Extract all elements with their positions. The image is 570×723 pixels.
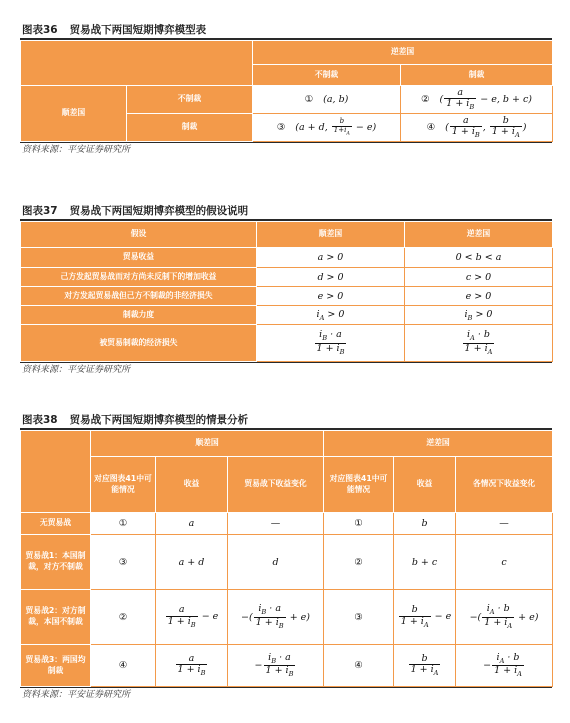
table38-source: 资料来源：平安证券研究所 [20,687,552,702]
table36-title-text: 贸易战下两国短期博弈模型表 [69,24,207,36]
table38-change-cell: −( $\frac{i_A \cdot b}{1 + i_A}$ + e) [456,590,553,645]
table36-cell-1: ① (a, b) [253,86,401,114]
table38-change-cell: − $\frac{i_B \cdot a}{1 + i_B}$ [228,645,324,687]
table38-gain-cell: a + d [156,535,228,590]
table38-change-cell: d [228,535,324,590]
table36-row-sanction: 制裁 [127,114,253,142]
table38-gain-cell: $\frac{a}{1 + i_B}$ [156,645,228,687]
table38-case-cell: ② [91,590,156,645]
table38-subheader-change: 各情况下收益变化 [456,457,553,513]
table37-cell: d > 0 [257,268,405,287]
table38-section [20,412,552,702]
table36-row-no-sanction: 不制裁 [127,86,253,114]
table38-gain-cell: $\frac{a}{1 + i_B}$ − e [156,590,228,645]
table37-row-economic-loss: 被贸易制裁的经济损失 [21,325,257,362]
table38-change-cell: c [456,535,553,590]
table37-row-non-economic-loss: 对方发起贸易战但己方不制裁的非经济损失 [21,287,257,306]
table38-title-text: 贸易战下两国短期博弈模型的情景分析 [69,414,249,426]
table37-title [20,203,552,221]
table38-gain-cell: $\frac{b}{1 + i_A}$ − e [394,590,456,645]
table38-case-cell: ① [324,513,394,535]
table38-case-cell: ③ [91,535,156,590]
table36-header-surplus: 顺差国 [21,86,127,142]
table38-corner [21,431,91,513]
table37-header-assumption: 假设 [21,222,257,248]
table36-corner [21,41,253,86]
table37-row-extra-gain: 己方发起贸易战而对方尚未反制下的增加收益 [21,268,257,287]
table36-section [20,22,552,157]
table38-header-surplus: 顺差国 [91,431,324,457]
table36-cell-3: ③ (a + d, $\frac{b}{1+i_A}$ − e) [253,114,401,142]
table38-case-cell: ④ [91,645,156,687]
table37-cell: 0 < b < a [405,248,553,268]
table38-gain-cell: b [394,513,456,535]
table37-cell: $\frac{i_B \cdot a}{1 + i_B}$ [257,325,405,362]
case-2-marker: ② [421,93,430,105]
table38-subheader-gain: 收益 [394,457,456,513]
table38-row-trade-war-1: 贸易战1：本国制裁，对方不制裁 [21,535,91,590]
table36-source: 资料来源：平安证券研究所 [20,142,552,157]
table38-row-trade-war-2: 贸易战2：对方制裁，本国不制裁 [21,590,91,645]
table38-gain-cell: a [156,513,228,535]
case-1-marker: ① [304,94,314,105]
table37-cell: e > 0 [257,287,405,306]
table37-cell: $i_A > 0$ [257,306,405,325]
table36-cell-4: ④ ( $\frac{a}{1 + i_B}$ , $\frac{b}{1 + i_A}$ ) [401,114,553,142]
table37-row-sanction-strength: 制裁力度 [21,306,257,325]
case-3-marker: ③ [276,122,286,133]
table37-number: 图表37 [22,205,58,217]
table37-cell: c > 0 [405,268,553,287]
table37-row-trade-gain: 贸易收益 [21,248,257,268]
table36-header-deficit: 逆差国 [253,41,553,65]
table38-header-deficit: 逆差国 [324,431,553,457]
table37 [20,221,553,362]
table38-title [20,412,552,430]
table38-gain-cell: b + c [394,535,456,590]
table38-case-cell: ④ [324,645,394,687]
table38-subheader-gain: 收益 [156,457,228,513]
table36-header-no-sanction: 不制裁 [253,65,401,86]
table38-change-cell: −( $\frac{i_B \cdot a}{1 + i_B}$ + e) [228,590,324,645]
table38-subheader-change: 贸易战下收益变化 [228,457,324,513]
table37-cell: $i_B > 0$ [405,306,553,325]
table38-row-no-trade-war: 无贸易战 [21,513,91,535]
table36-title [20,22,552,40]
table38-case-cell: ③ [324,590,394,645]
table37-section [20,203,552,377]
table36 [20,40,553,142]
table37-header-surplus: 顺差国 [257,222,405,248]
table37-source: 资料来源：平安证券研究所 [20,362,552,377]
table38-subheader-case: 对应图表41中可能情况 [324,457,394,513]
table37-cell: $\frac{i_A \cdot b}{1 + i_A}$ [405,325,553,362]
table38-subheader-case: 对应图表41中可能情况 [91,457,156,513]
table38-case-cell: ① [91,513,156,535]
table37-header-deficit: 逆差国 [405,222,553,248]
table38-change-cell: − $\frac{i_A \cdot b}{1 + i_A}$ [456,645,553,687]
table38 [20,430,553,687]
table38-gain-cell: $\frac{b}{1 + i_A}$ [394,645,456,687]
table36-number: 图表36 [22,24,58,36]
case-4-marker: ④ [426,121,436,133]
table37-cell: a > 0 [257,248,405,268]
table38-change-cell: — [228,513,324,535]
table38-row-trade-war-3: 贸易战3：两国均制裁 [21,645,91,687]
table37-cell: e > 0 [405,287,553,306]
table38-case-cell: ② [324,535,394,590]
table36-cell-2: ② ( $\frac{a}{1 + i_B}$ − e, b + c) [401,86,553,114]
table36-header-sanction: 制裁 [401,65,553,86]
table38-change-cell: — [456,513,553,535]
table37-title-text: 贸易战下两国短期博弈模型的假设说明 [69,205,249,217]
table38-number: 图表38 [22,414,58,426]
